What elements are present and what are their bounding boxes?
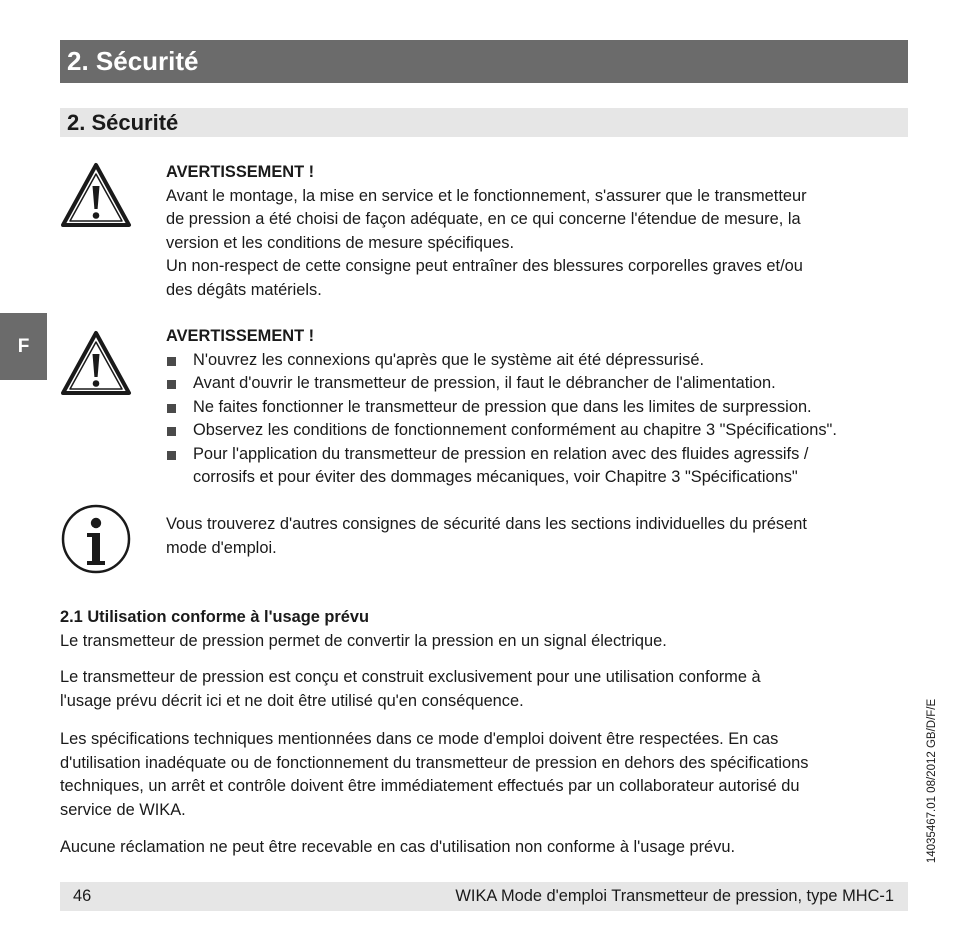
paragraph-line: d'utilisation inadéquate ou de fonctionnement du transmetteur de pression en dehors des spécifications bbox=[60, 753, 809, 772]
subheader-bar bbox=[60, 108, 908, 137]
list-item bbox=[166, 349, 908, 373]
bullet-square-icon bbox=[167, 380, 176, 389]
list-item-text: corrosifs et pour éviter des dommages mécaniques, voir Chapitre 3 "Spécifications" bbox=[193, 468, 798, 486]
list-item-text: Pour l'application du transmetteur de pression en relation avec des fluides agressifs / bbox=[193, 444, 809, 463]
info-text-line: Vous trouverez d'autres consignes de sécurité dans les sections individuelles du présent bbox=[166, 515, 807, 533]
paragraph-1 bbox=[60, 630, 908, 654]
paragraph-line: l'usage prévu décrit ici et ne doit être utilisé qu'en conséquence. bbox=[60, 691, 524, 710]
info-block bbox=[166, 513, 906, 560]
bullet-square-icon bbox=[167, 427, 176, 436]
document-code-text: 14035467.01 08/2012 GB/D/F/E bbox=[926, 698, 939, 864]
bullet-square-icon bbox=[167, 357, 176, 366]
list-item bbox=[166, 396, 908, 420]
list-item-text: Avant d'ouvrir le transmetteur de pression, il faut le débrancher de l'alimentation. bbox=[193, 374, 776, 392]
header-bar bbox=[60, 40, 908, 83]
paragraph-4 bbox=[60, 836, 908, 860]
paragraph-line: techniques, un arrêt et contrôle doivent être immédiatement effectués par un collaborateur autorisé du bbox=[60, 777, 800, 795]
warning-text-line: version et les conditions de mesure spécifiques. bbox=[166, 233, 515, 252]
paragraph-line: Le transmetteur de pression permet de convertir la pression en un signal électrique. bbox=[60, 631, 667, 650]
paragraph-line: Le transmetteur de pression est conçu et construit exclusivement pour une utilisation conforme à bbox=[60, 668, 761, 686]
section-heading: 2.1 Utilisation conforme à l'usage prévu bbox=[60, 608, 370, 626]
paragraph-line: Les spécifications techniques mentionnées dans ce mode d'emploi doivent être respectées. En cas bbox=[60, 730, 779, 748]
list-item bbox=[166, 443, 908, 490]
warning-bullet-list bbox=[166, 349, 908, 490]
warning-block-2 bbox=[166, 325, 908, 490]
warning-text-line: de pression a été choisi de façon adéquate, en ce qui concerne l'étendue de mesure, la bbox=[166, 210, 801, 228]
paragraph-line: Aucune réclamation ne peut être recevable en cas d'utilisation non conforme à l'usage prévu. bbox=[60, 838, 736, 856]
bullet-square-icon bbox=[167, 451, 176, 460]
paragraph-line: service de WIKA. bbox=[60, 800, 186, 819]
warning-text-line: Un non-respect de cette consigne peut entraîner des blessures corporelles graves et/ou bbox=[166, 257, 803, 275]
list-item bbox=[166, 419, 908, 443]
warning-triangle-icon bbox=[60, 330, 132, 396]
paragraph-3 bbox=[60, 728, 908, 822]
section-2-1 bbox=[60, 606, 908, 653]
language-tab bbox=[0, 313, 47, 380]
paragraph-2 bbox=[60, 666, 908, 713]
warning-title: AVERTISSEMENT ! bbox=[166, 327, 315, 345]
language-tab-label: F bbox=[17, 335, 30, 357]
section-title: 2. Sécurité bbox=[67, 110, 179, 135]
warning-triangle-icon bbox=[60, 162, 132, 228]
warning-block-1 bbox=[166, 161, 906, 302]
page-number: 46 bbox=[73, 887, 92, 905]
document-code bbox=[922, 682, 942, 880]
footer-bar bbox=[60, 882, 908, 911]
warning-text-line: des dégâts matériels. bbox=[166, 280, 322, 299]
header-title: 2. Sécurité bbox=[67, 46, 199, 76]
list-item-text: Ne faites fonctionner le transmetteur de pression que dans les limites de surpression. bbox=[193, 397, 812, 416]
warning-title: AVERTISSEMENT ! bbox=[166, 163, 315, 181]
info-text-line: mode d'emploi. bbox=[166, 538, 277, 557]
bullet-square-icon bbox=[167, 404, 176, 413]
list-item-text: Observez les conditions de fonctionnement conformément au chapitre 3 "Spécifications". bbox=[193, 421, 837, 439]
footer-doc-title: WIKA Mode d'emploi Transmetteur de pression, type MHC-1 bbox=[455, 887, 894, 905]
info-circle-icon bbox=[60, 504, 132, 574]
list-item-text: N'ouvrez les connexions qu'après que le système ait été dépressurisé. bbox=[193, 350, 704, 369]
list-item bbox=[166, 372, 908, 396]
warning-text-line: Avant le montage, la mise en service et le fonctionnement, s'assurer que le transmetteur bbox=[166, 186, 807, 205]
